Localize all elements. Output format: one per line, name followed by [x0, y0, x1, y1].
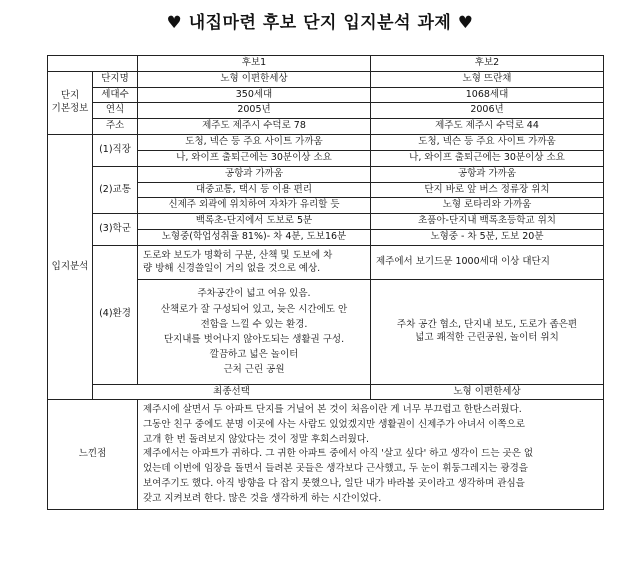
header-candidate1: 후보1: [138, 56, 371, 72]
page-title: ♥ 내집마련 후보 단지 입지분석 과제 ♥: [166, 13, 474, 33]
header-candidate2: 후보2: [371, 56, 604, 72]
table-row: [48, 245, 604, 280]
env-text-line: 단지내를 벗어나지 않아도되는 생활권 구성.: [163, 333, 345, 345]
job-label: (1)직장: [93, 135, 138, 167]
thoughts-line: 었는데 이번에 임장을 돌면서 들려본 곳들은 생각보다 근사했고, 두 눈이 휘둥그레지는 광경을: [143, 463, 528, 475]
thoughts-line: 보여주기도 했다. 아직 방향을 다 잡지 못했으나, 일단 내가 바라볼 곳이라고 생각하며 관심을: [143, 477, 525, 489]
thoughts-label: 느낀점: [48, 400, 138, 510]
school-label: (3)학군: [93, 214, 138, 246]
candidate1-cell: 노형중(학업성취율 81%)- 차 4분, 도보16분: [138, 229, 371, 245]
table-row: [48, 166, 604, 182]
candidate2-cell: 2006년: [371, 103, 604, 119]
env-text-line: 깔끔하고 넓은 놀이터: [209, 349, 299, 361]
env-text-line: 량 방해 신경쓸일이 거의 없을 것으로 예상.: [143, 262, 321, 274]
thoughts-line: 제주시에 살면서 두 아파트 단지를 거닐어 본 것이 처음이란 게 너무 부끄럽고 한탄스러웠다.: [143, 404, 522, 416]
thoughts-line: 갖고 지켜보려 한다. 많은 것을 생각하게 하는 시간이었다.: [143, 492, 382, 504]
row-label: 세대수: [93, 87, 138, 103]
candidate1-cell: 도청, 넥슨 등 주요 사이트 가까움: [138, 135, 371, 151]
row-label: 단지명: [93, 71, 138, 87]
candidate1-env-detail-cell: [138, 280, 371, 384]
basic-info-label-line1: 단지: [60, 90, 80, 102]
final-choice-label: 최종선택: [93, 384, 371, 400]
candidate2-cell: 노형 뜨란채: [371, 71, 604, 87]
final-choice-value: 노형 이편한세상: [371, 384, 604, 400]
candidate2-cell: 제주도 제주시 수덕로 44: [371, 119, 604, 135]
candidate2-cell: 초품아-단지내 백록초등학교 위치: [371, 214, 604, 230]
table-row: [48, 384, 604, 400]
basic-info-group-label: [48, 71, 93, 134]
candidate1-cell: 공항과 가까움: [138, 166, 371, 182]
table-row: [48, 119, 604, 135]
candidate1-cell: 나, 와이프 출퇴근에는 30분이상 소요: [138, 150, 371, 166]
candidate2-cell: 단지 바로 앞 버스 정류장 위치: [371, 182, 604, 198]
env-label: (4)환경: [93, 245, 138, 384]
env-text-line: 근처 근린 공원: [223, 364, 285, 376]
candidate1-cell: 350세대: [138, 87, 371, 103]
candidate1-cell: 대중교통, 택시 등 이용 편리: [138, 182, 371, 198]
candidate1-cell: 2005년: [138, 103, 371, 119]
env-text-line: 전함을 느낄 수 있는 환경.: [200, 318, 308, 330]
candidate2-env-detail-cell: [371, 280, 604, 384]
thoughts-text: [138, 400, 604, 510]
candidate1-cell: 노형 이편한세상: [138, 71, 371, 87]
table-row: [48, 71, 604, 87]
env-text-line: 주차 공간 협소, 단지내 보도, 도로가 좁은편: [396, 319, 578, 331]
traffic-label: (2)교통: [93, 166, 138, 213]
candidate2-cell: 나, 와이프 출퇴근에는 30분이상 소요: [371, 150, 604, 166]
candidate2-cell: 노형중 - 차 5분, 도보 20분: [371, 229, 604, 245]
env-text-line: 산책로가 잘 구성되어 있고, 늦은 시간에도 안: [160, 303, 348, 315]
table-row: [48, 400, 604, 510]
header-blank-cell: [48, 56, 138, 72]
candidate2-cell: 공항과 가까움: [371, 166, 604, 182]
table-row: [48, 103, 604, 119]
row-label: 연식: [93, 103, 138, 119]
candidate2-cell: 노형 로타리와 가까움: [371, 198, 604, 214]
env-text-line: 넓고 쾌적한 근린공원, 놀이터 위치: [415, 331, 559, 343]
candidate2-cell: 1068세대: [371, 87, 604, 103]
env-text-line: 도로와 보도가 명확히 구분, 산책 및 도보에 차: [143, 249, 333, 261]
thoughts-line: 고개 한 번 돌려보지 않았다는 것이 정말 후회스러웠다.: [143, 433, 370, 445]
candidate2-env-cell: 제주에서 보기드문 1000세대 이상 대단지: [371, 245, 604, 280]
location-group-label: 입지분석: [48, 135, 93, 400]
candidate1-cell: 제주도 제주시 수덕로 78: [138, 119, 371, 135]
table-row: [48, 214, 604, 230]
table-row: [48, 135, 604, 151]
env-text-line: 주차공간이 넓고 여유 있음.: [197, 288, 311, 300]
thoughts-line: 제주에서는 아파트가 귀하다. 그 귀한 아파트 중에서 아직 '살고 싶다' 하고 생각이 드는 곳은 없: [143, 448, 534, 460]
candidate1-cell: 신제주 외곽에 위치하여 자차가 유리할 듯: [138, 198, 371, 214]
candidate1-cell: 백록초-단지에서 도보로 5분: [138, 214, 371, 230]
basic-info-label-line2: 기본정보: [51, 102, 89, 114]
candidate1-env-cell: [138, 245, 371, 280]
thoughts-line: 그동안 친구 중에도 분명 이곳에 사는 사람도 있었겠지만 생활권이 신제주가 아녀서 이쪽으로: [143, 419, 525, 431]
table-header-row: [48, 56, 604, 72]
analysis-table: [47, 55, 604, 510]
row-label: 주소: [93, 119, 138, 135]
table-row: [48, 87, 604, 103]
candidate2-cell: 도청, 넥슨 등 주요 사이트 가까움: [371, 135, 604, 151]
